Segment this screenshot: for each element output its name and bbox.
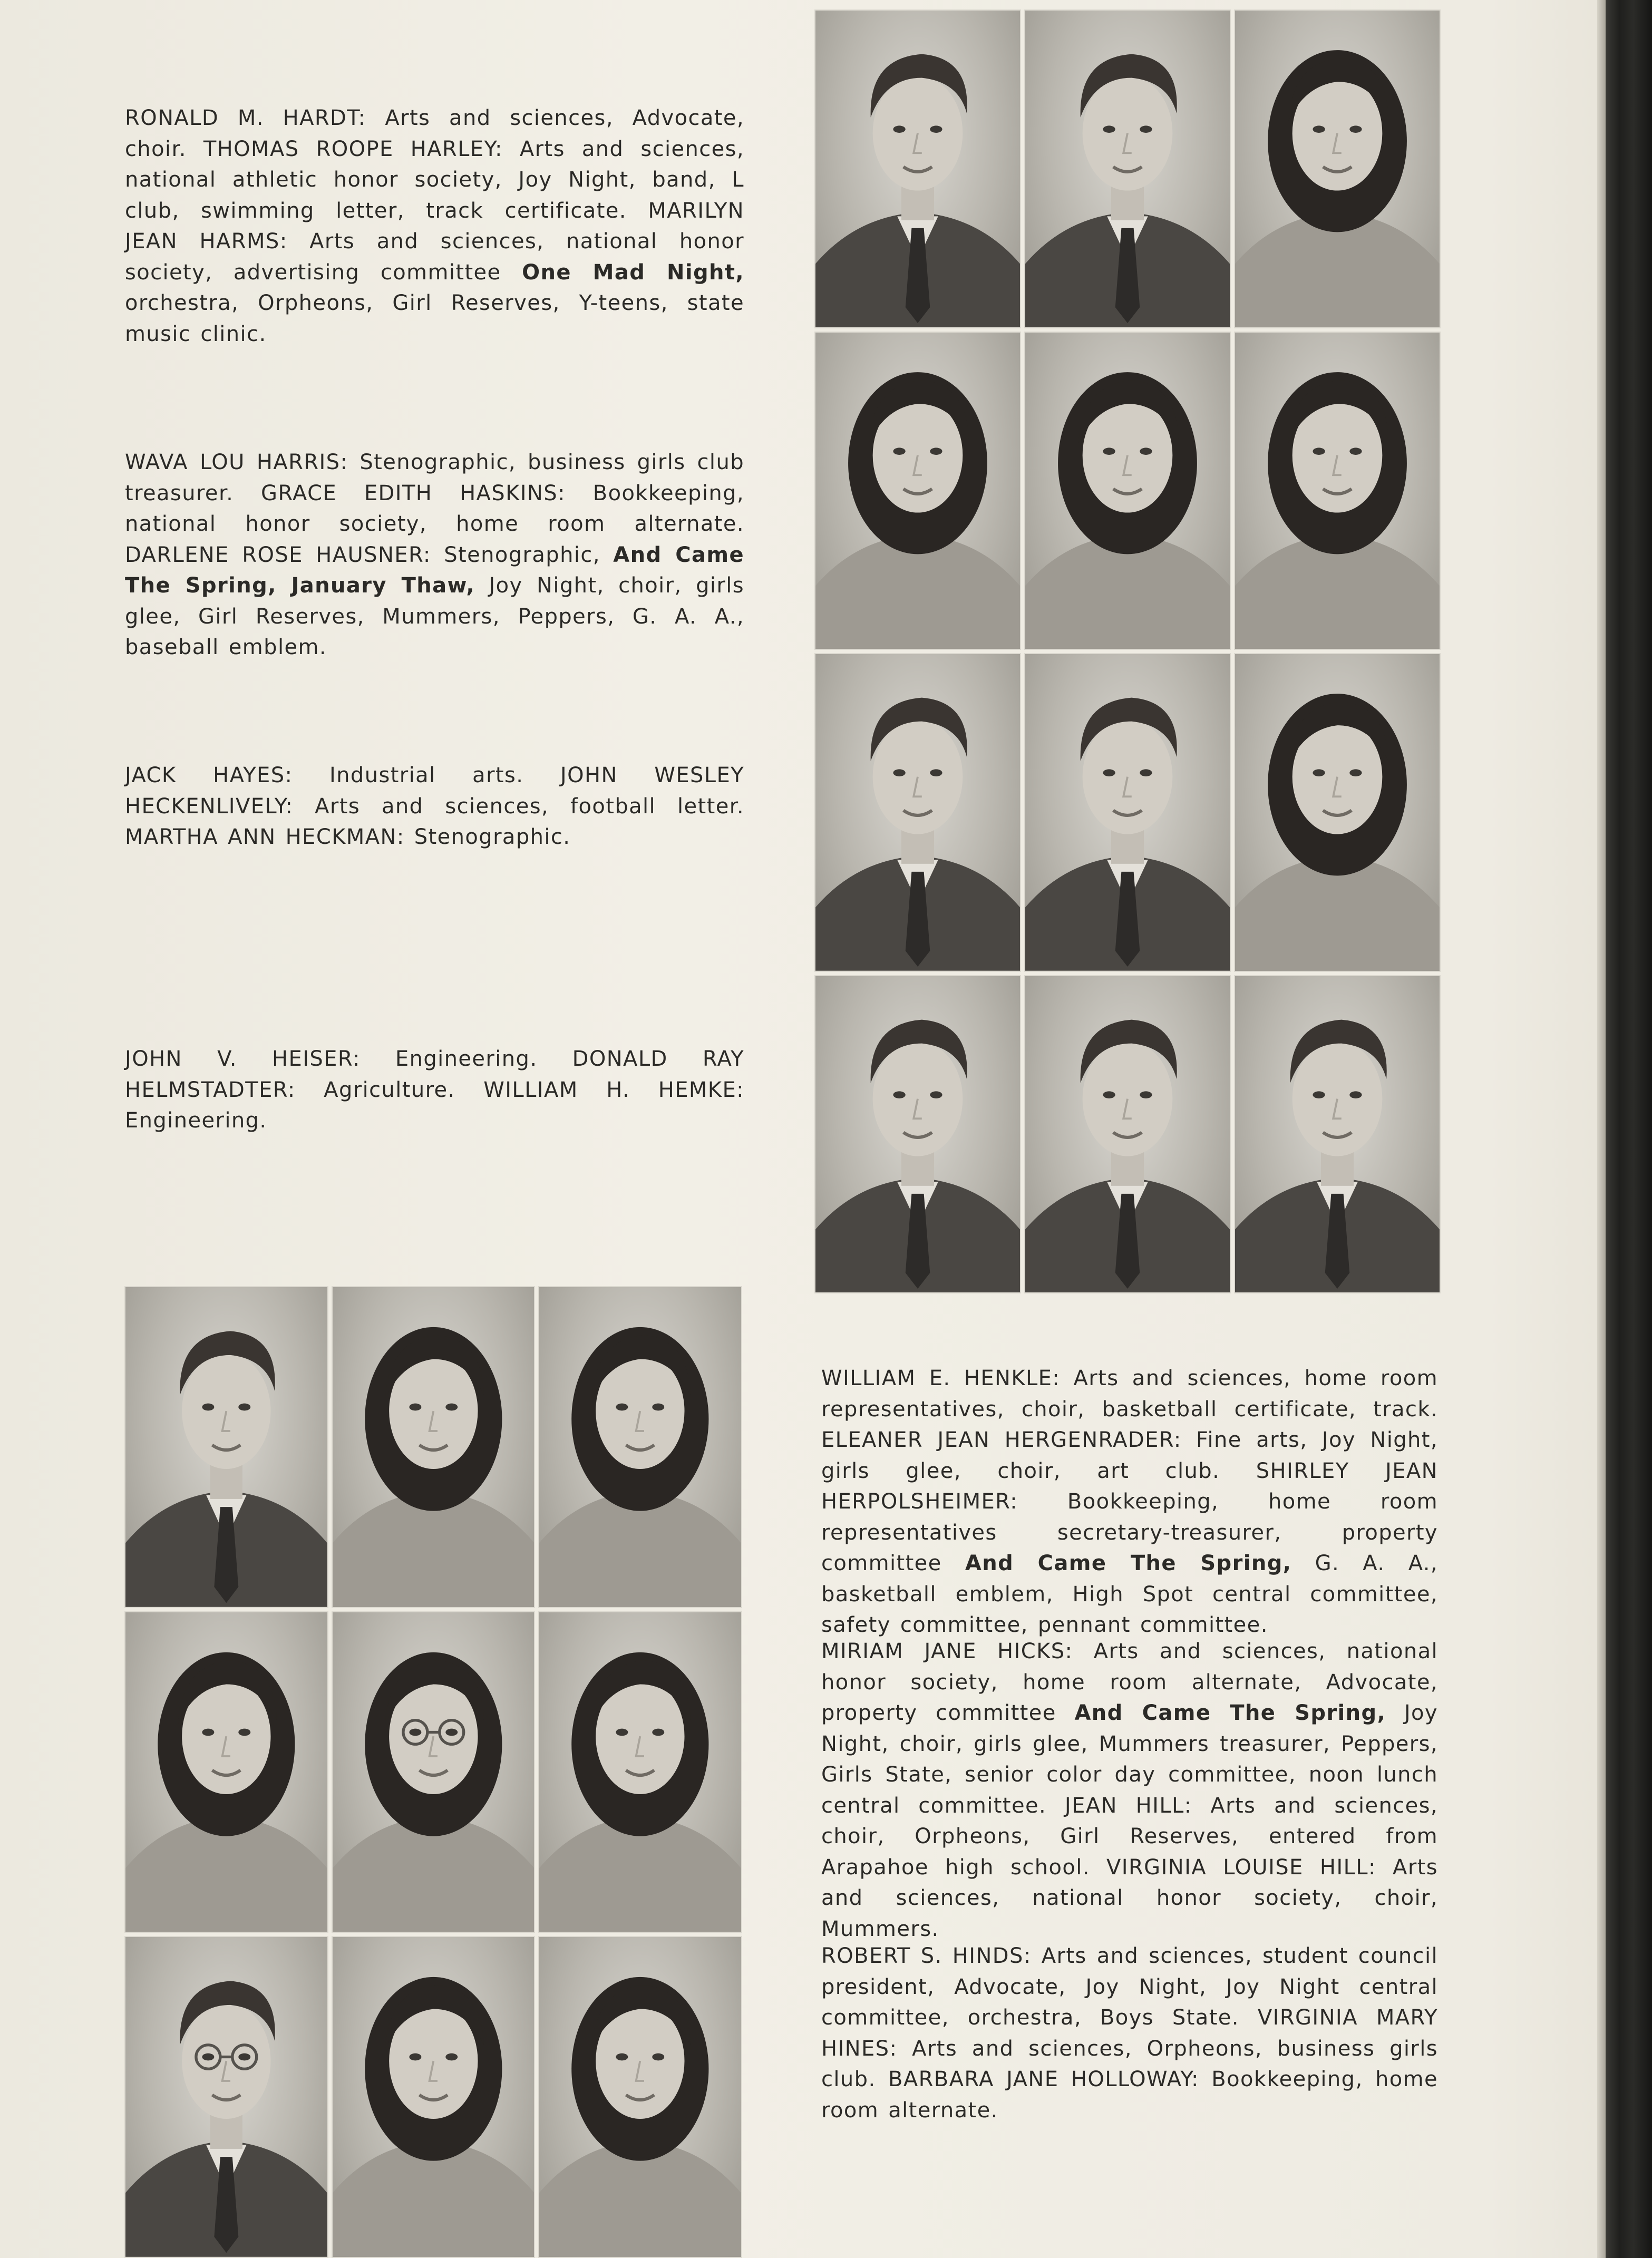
bio-text: WILLIAM E. HENKLE: Arts and sciences, home room representatives, choir, basketball certificate, track. ELEANER JEAN HERGENRADER: Fine arts, Joy Night, girls glee, choir, art club. SHIRLEY JEAN HERPOLSHEIMER: Bookkeeping, home room representatives secretary-treasurer, property committee — [821, 1366, 1438, 1575]
bio-text: orchestra, Orpheons, Girl Reserves, Y-teens, state music clinic. — [125, 291, 744, 346]
student-portrait — [814, 975, 1021, 1294]
bio-block-hicks — [821, 1636, 1438, 1944]
student-portrait — [124, 1286, 328, 1608]
bio-text: G. A. A., basketball emblem, High Spot central committee, safety committee, pennant committee. — [821, 1551, 1438, 1637]
student-portrait — [538, 1936, 742, 2258]
bio-block-harris — [125, 447, 744, 663]
student-portrait — [538, 1611, 742, 1933]
student-portrait — [332, 1611, 536, 1933]
student-portrait — [1234, 975, 1441, 1294]
bio-text: WAVA LOU HARRIS: Stenographic, business girls club treasurer. GRACE EDITH HASKINS: Bookkeeping, national honor society, home room alternate. DARLENE ROSE HAUSNER: Stenographic, — [125, 450, 744, 567]
bold-title: One Mad Night, — [522, 260, 744, 285]
student-portrait — [1234, 9, 1441, 328]
photo-grid-lower-left — [124, 1286, 742, 2258]
bio-text: Joy Night, choir, girls glee, Girl Reserves, Mummers, Peppers, G. A. A., baseball emblem. — [125, 573, 744, 659]
book-binding — [1606, 0, 1652, 2258]
student-portrait — [1234, 653, 1441, 972]
bio-text: ROBERT S. HINDS: Arts and sciences, student council president, Advocate, Joy Night, Joy Night central committee, orchestra, Boys State. VIRGINIA MARY HINES: Arts and sciences, Orpheons, business girls club. BARBARA JANE HOLLOWAY: Bookkeeping, home room alternate. — [821, 1944, 1438, 2123]
student-portrait — [814, 332, 1021, 650]
photo-grid-upper-right — [814, 9, 1441, 1293]
student-portrait — [124, 1611, 328, 1933]
student-portrait — [332, 1936, 536, 2258]
page-edge — [1597, 0, 1606, 2258]
student-portrait — [1024, 332, 1231, 650]
bio-text: RONALD M. HARDT: Arts and sciences, Advocate, choir. THOMAS ROOPE HARLEY: Arts and sciences, national athletic honor society, Joy Night, band, L club, swimming letter, track certificate. MARILYN JEAN HARMS: Arts and sciences, national honor society, advertising committee — [125, 106, 744, 285]
student-portrait — [1024, 975, 1231, 1294]
bio-block-hayes — [125, 760, 744, 853]
bold-title: And Came The Spring, January Thaw, — [125, 542, 744, 598]
bio-block-heiser — [125, 1044, 744, 1136]
student-portrait — [332, 1286, 536, 1608]
bio-block-hardt — [125, 103, 744, 349]
student-portrait — [538, 1286, 742, 1608]
bio-text: JACK HAYES: Industrial arts. JOHN WESLEY HECKENLIVELY: Arts and sciences, football letter. MARTHA ANN HECKMAN: Stenographic. — [125, 763, 744, 849]
student-portrait — [1024, 9, 1231, 328]
student-portrait — [814, 9, 1021, 328]
student-portrait — [124, 1936, 328, 2258]
student-portrait — [814, 653, 1021, 972]
bio-text: Joy Night, choir, girls glee, Mummers treasurer, Peppers, Girls State, senior color day committee, noon lunch central committee. JEAN HILL: Arts and sciences, choir, Orpheons, Girl Reserves, entered from Arapahoe high school. VIRGINIA LOUISE HILL: Arts and sciences, national honor society, choir, Mummers. — [821, 1701, 1438, 1941]
bold-title: And Came The Spring, — [1074, 1701, 1386, 1725]
bold-title: And Came The Spring, — [965, 1551, 1292, 1575]
bio-block-henkle — [821, 1363, 1438, 1641]
student-portrait — [1234, 332, 1441, 650]
bio-text: JOHN V. HEISER: Engineering. DONALD RAY HELMSTADTER: Agriculture. WILLIAM H. HEMKE: Engineering. — [125, 1047, 744, 1133]
student-portrait — [1024, 653, 1231, 972]
bio-block-hinds — [821, 1941, 1438, 2126]
bio-text: MIRIAM JANE HICKS: Arts and sciences, national honor society, home room alternate, Advocate, property committee — [821, 1639, 1438, 1725]
